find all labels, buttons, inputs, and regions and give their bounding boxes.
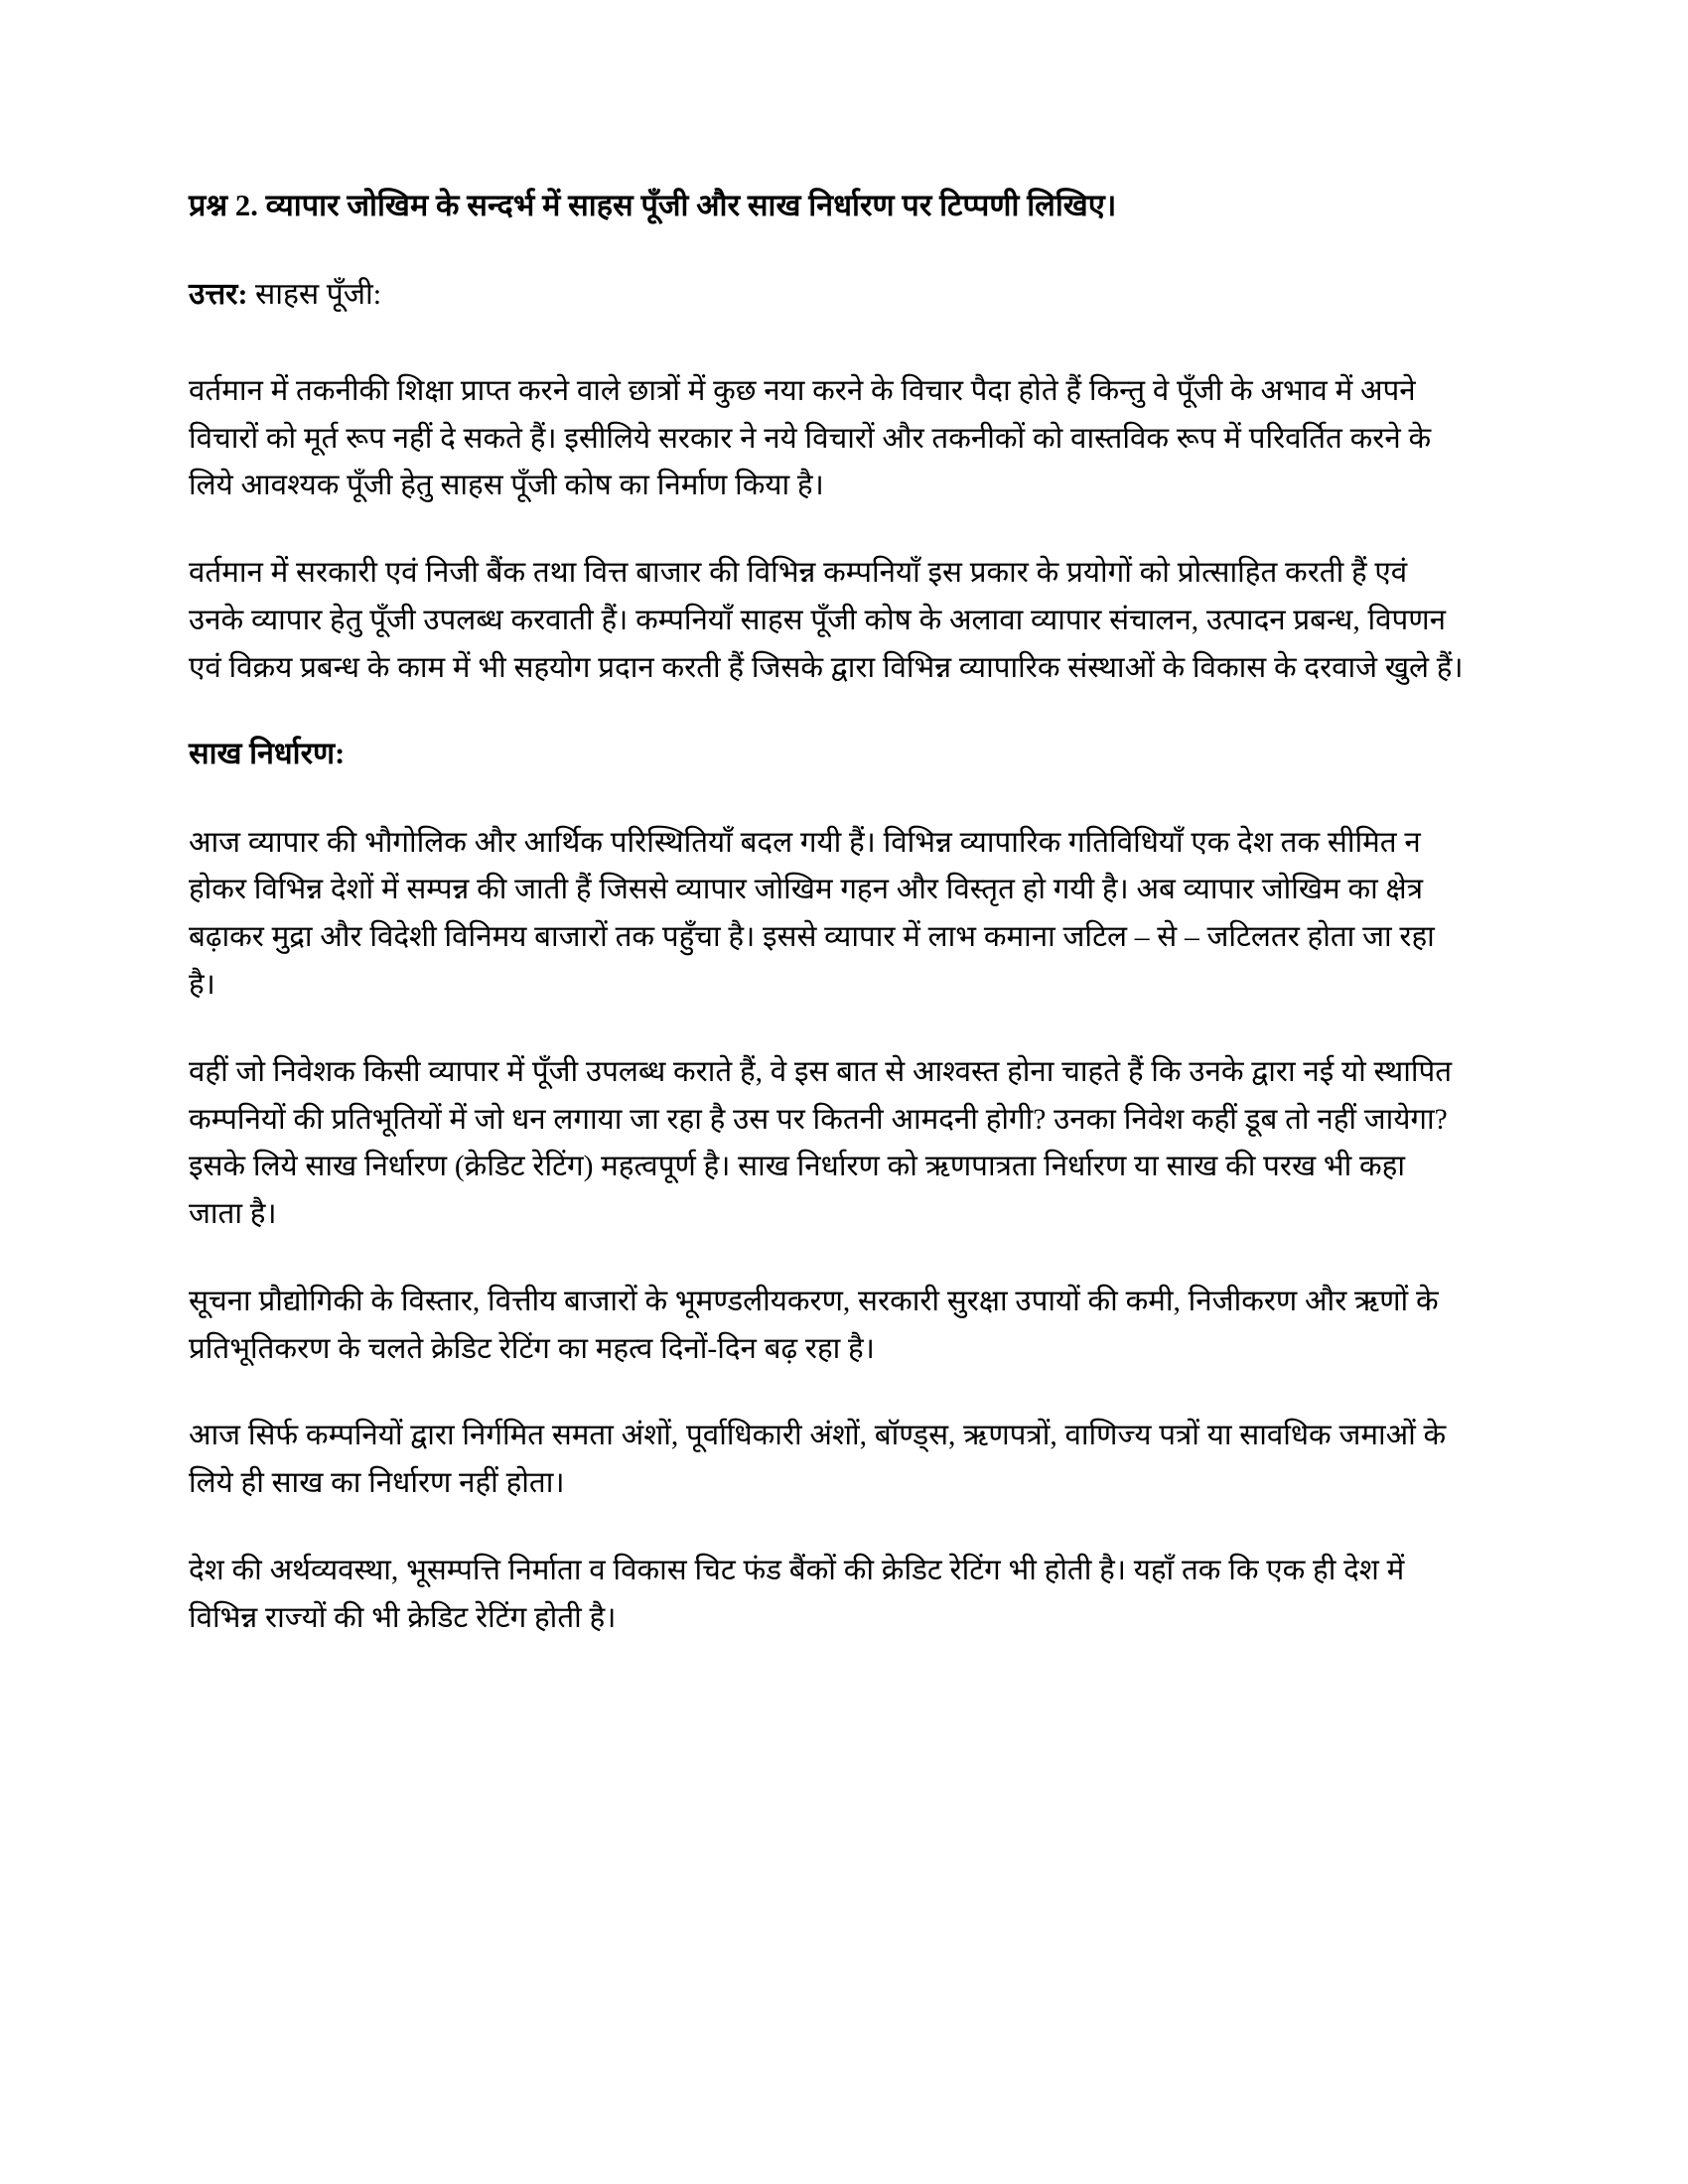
section-paragraph-3: सूचना प्रौद्योगिकी के विस्तार, वित्तीय बाजारों के भूमण्डलीयकरण, सरकारी सुरक्षा उपायों की कमी, निजीकरण और ऋणों के प्रतिभूतिकरण के चलते क्रेडिट रेटिंग का महत्व दिनों-दिन बढ़ रहा है। [189, 1285, 1439, 1365]
section-paragraph-2: वहीं जो निवेशक किसी व्यापार में पूँजी उपलब्ध कराते हैं, वे इस बात से आश्वस्त होना चाहते हैं कि उनके द्वारा नई यो स्थापित कम्पनियों की प्रतिभूतियों में जो धन लगाया जा रहा है उस पर कितनी आमदनी होगी? उनका निवेश कहीं डूब तो नहीं जायेगा? इसके लिये साख निर्धारण (क्रेडिट रेटिंग) महत्वपूर्ण है। साख निर्धारण को ऋणपात्रता निर्धारण या साख की परख भी कहा जाता है। [189, 1055, 1453, 1231]
section-paragraph-5: देश की अर्थव्यवस्था, भूसम्पत्ति निर्माता व विकास चिट फंड बैंकों की क्रेडिट रेटिंग भी होती है। यहाँ तक कि एक ही देश में विभिन्न राज्यों की भी क्रेडिट रेटिंग होती है। [189, 1555, 1405, 1634]
answer-paragraph-2: वर्तमान में सरकारी एवं निजी बैंक तथा वित्त बाजार की विभिन्न कम्पनियाँ इस प्रकार के प्रयोगों को प्रोत्साहित करती हैं एवं उनके व्यापार हेतु पूँजी उपलब्ध करवाती हैं। कम्पनियाँ साहस पूँजी कोष के अलावा व्यापार संचालन, उत्पादन प्रबन्ध, विपणन एवं विक्रय प्रबन्ध के काम में भी सहयोग प्रदान करती हैं जिसके द्वारा विभिन्न व्यापारिक संस्थाओं के विकास के दरवाजे खुले हैं। [189, 557, 1464, 684]
section-paragraph-1: आज व्यापार की भौगोलिक और आर्थिक परिस्थितियाँ बदल गयी हैं। विभिन्न व्यापारिक गतिविधियाँ एक देश तक सीमित न होकर विभिन्न देशों में सम्पन्न की जाती हैं जिससे व्यापार जोखिम गहन और विस्तृत हो गयी है। अब व्यापार जोखिम का क्षेत्र बढ़ाकर मुद्रा और विदेशी विनिमय बाजारों तक पहुँचा है। इससे व्यापार में लाभ कमाना जटिल – से – जटिलतर होता जा रहा है। [189, 826, 1435, 1001]
answer-paragraph-1: वर्तमान में तकनीकी शिक्षा प्राप्त करने वाले छात्रों में कुछ नया करने के विचार पैदा होते हैं किन्तु वे पूँजी के अभाव में अपने विचारों को मूर्त रूप नहीं दे सकते हैं। इसीलिये सरकार ने नये विचारों और तकनीकों को वास्तविक रूप में परिवर्तित करने के लिये आवश्यक पूँजी हेतु साहस पूँजी कोष का निर्माण किया है। [189, 374, 1432, 502]
answer-lead-text: साहस पूँजी: [247, 278, 382, 312]
section-heading-credit-rating: साख निर्धारण: [189, 737, 346, 771]
answer-lead-line [189, 273, 1465, 317]
answer-label: उत्तर: [189, 278, 248, 312]
section-paragraph-4: आज सिर्फ कम्पनियों द्वारा निर्गमित समता अंशों, पूर्वाधिकारी अंशों, बॉण्ड्स, ऋणपत्रों, वाणिज्य पत्रों या सावधिक जमाओं के लिये ही साख का निर्धारण नहीं होता। [189, 1420, 1447, 1500]
question-heading: प्रश्न 2. व्यापार जोखिम के सन्दर्भ में साहस पूँजी और साख निर्धारण पर टिप्पणी लिखिए। [189, 189, 1117, 222]
